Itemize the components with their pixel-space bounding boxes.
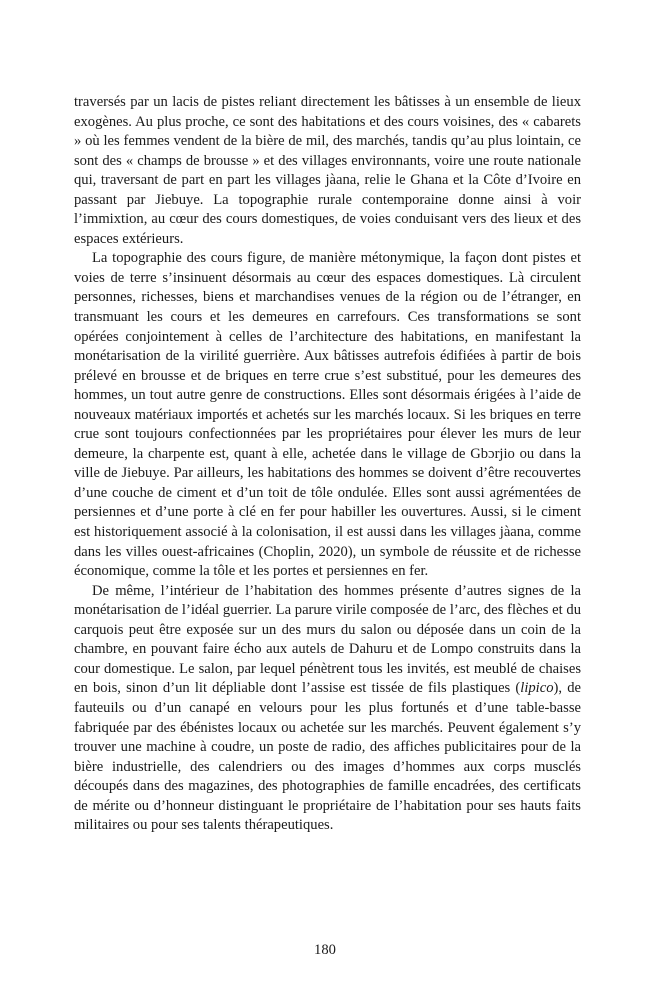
paragraph-2-text: La topographie des cours figure, de manière métonymique, la façon dont pistes et voies de terre s’insinuent désormais au cœur des espaces domestiques. Là circulent personnes, richesses, biens et marchandises venues de la région ou de l’étranger, en transmuant les cours et les demeures en carrefours. Ces transformations se sont opérées conjointement à celles de l’architecture des habitations, en manifestant la monétarisation de la virilité guerrière. Aux bâtisses autrefois édifiées à partir de bois prélevé en brousse et de briques en terre crue s’est substitué, pour les demeures des hommes, un tout autre genre de constructions. Elles sont désormais érigées à l’aide de nouveaux matériaux importés et achetés sur les marchés locaux. Si les briques en terre crue sont toujours confectionnées par les propriétaires pour élever les murs de leur demeure, la charpente est, quant à elle, achetée dans le village de Gbɔrjio ou dans la ville de Jiebuye. Par ailleurs, les habitations des hommes se doivent d’être recouvertes d’une couche de ciment et d’un toit de tôle ondulée. Elles sont aussi agrémentées de persiennes et d’une porte à clé en fer pour habiller les ouvertures. Aussi, si le ciment est historiquement associé à la colonisation, il est aussi dans les villages jàana, comme dans les villes ouest-africaines (Choplin, 2020), un symbole de réussite et de richesse économique, comme la tôle et les portes et persiennes en fer. xyxy=(74,250,581,580)
paragraph-3-text-end: ), de fauteuils ou d’un canapé en velours pour les plus fortunés et d’une table-basse fabriquée par des ébénistes locaux ou achetée sur les marchés. Peuvent également s’y trouver une machine à coudre, un poste de radio, des affiches publicitaires pour de la bière industrielle, des calendriers ou des images d’hommes aux corps musclés découpés dans des magazines, des photographies de famille encadrées, des certificats de mérite ou d’honneur distinguant le propriétaire de l’habitation pour ses hauts faits militaires ou pour ses talents thérapeutiques. xyxy=(74,680,581,834)
page-number: 180 xyxy=(314,942,336,958)
paragraph-1-text: traversés par un lacis de pistes reliant directement les bâtisses à un ensemble de lieux exogènes. Au plus proche, ce sont des habitations et des cours voisines, des « cabarets » où les femmes vendent de la bière de mil, des marchés, tandis qu’au plus lointain, ce sont des « champs de brousse » et des villages environnants, voire une route nationale qui, traversant de part en part les villages jàana, relie le Ghana et la Côte d’Ivoire en passant par Jiebuye. La topographie rurale contemporaine donne ainsi à voir l’immixtion, au cœur des cours domestiques, de voies conduisant vers des lieux et des espaces extérieurs. xyxy=(74,94,581,247)
italic-term-lipico: lipico xyxy=(520,680,554,697)
paragraph-1 xyxy=(74,93,581,249)
body-text xyxy=(74,93,581,836)
paragraph-3 xyxy=(74,582,581,836)
paragraph-2 xyxy=(74,249,581,581)
paragraph-3-text-start: De même, l’intérieur de l’habitation des hommes présente d’autres signes de la monétarisation de l’idéal guerrier. La parure virile composée de l’arc, des flèches et du carquois peut être exposée sur un des murs du salon ou déposée dans un coin de la chambre, en pouvant faire écho aux autels de Dahuru et de Lompo construits dans la cour domestique. Le salon, par lequel pénètrent tous les invités, est meublé de chaises en bois, sinon d’un lit dépliable dont l’assise est tissée de fils plastiques ( xyxy=(74,582,581,697)
